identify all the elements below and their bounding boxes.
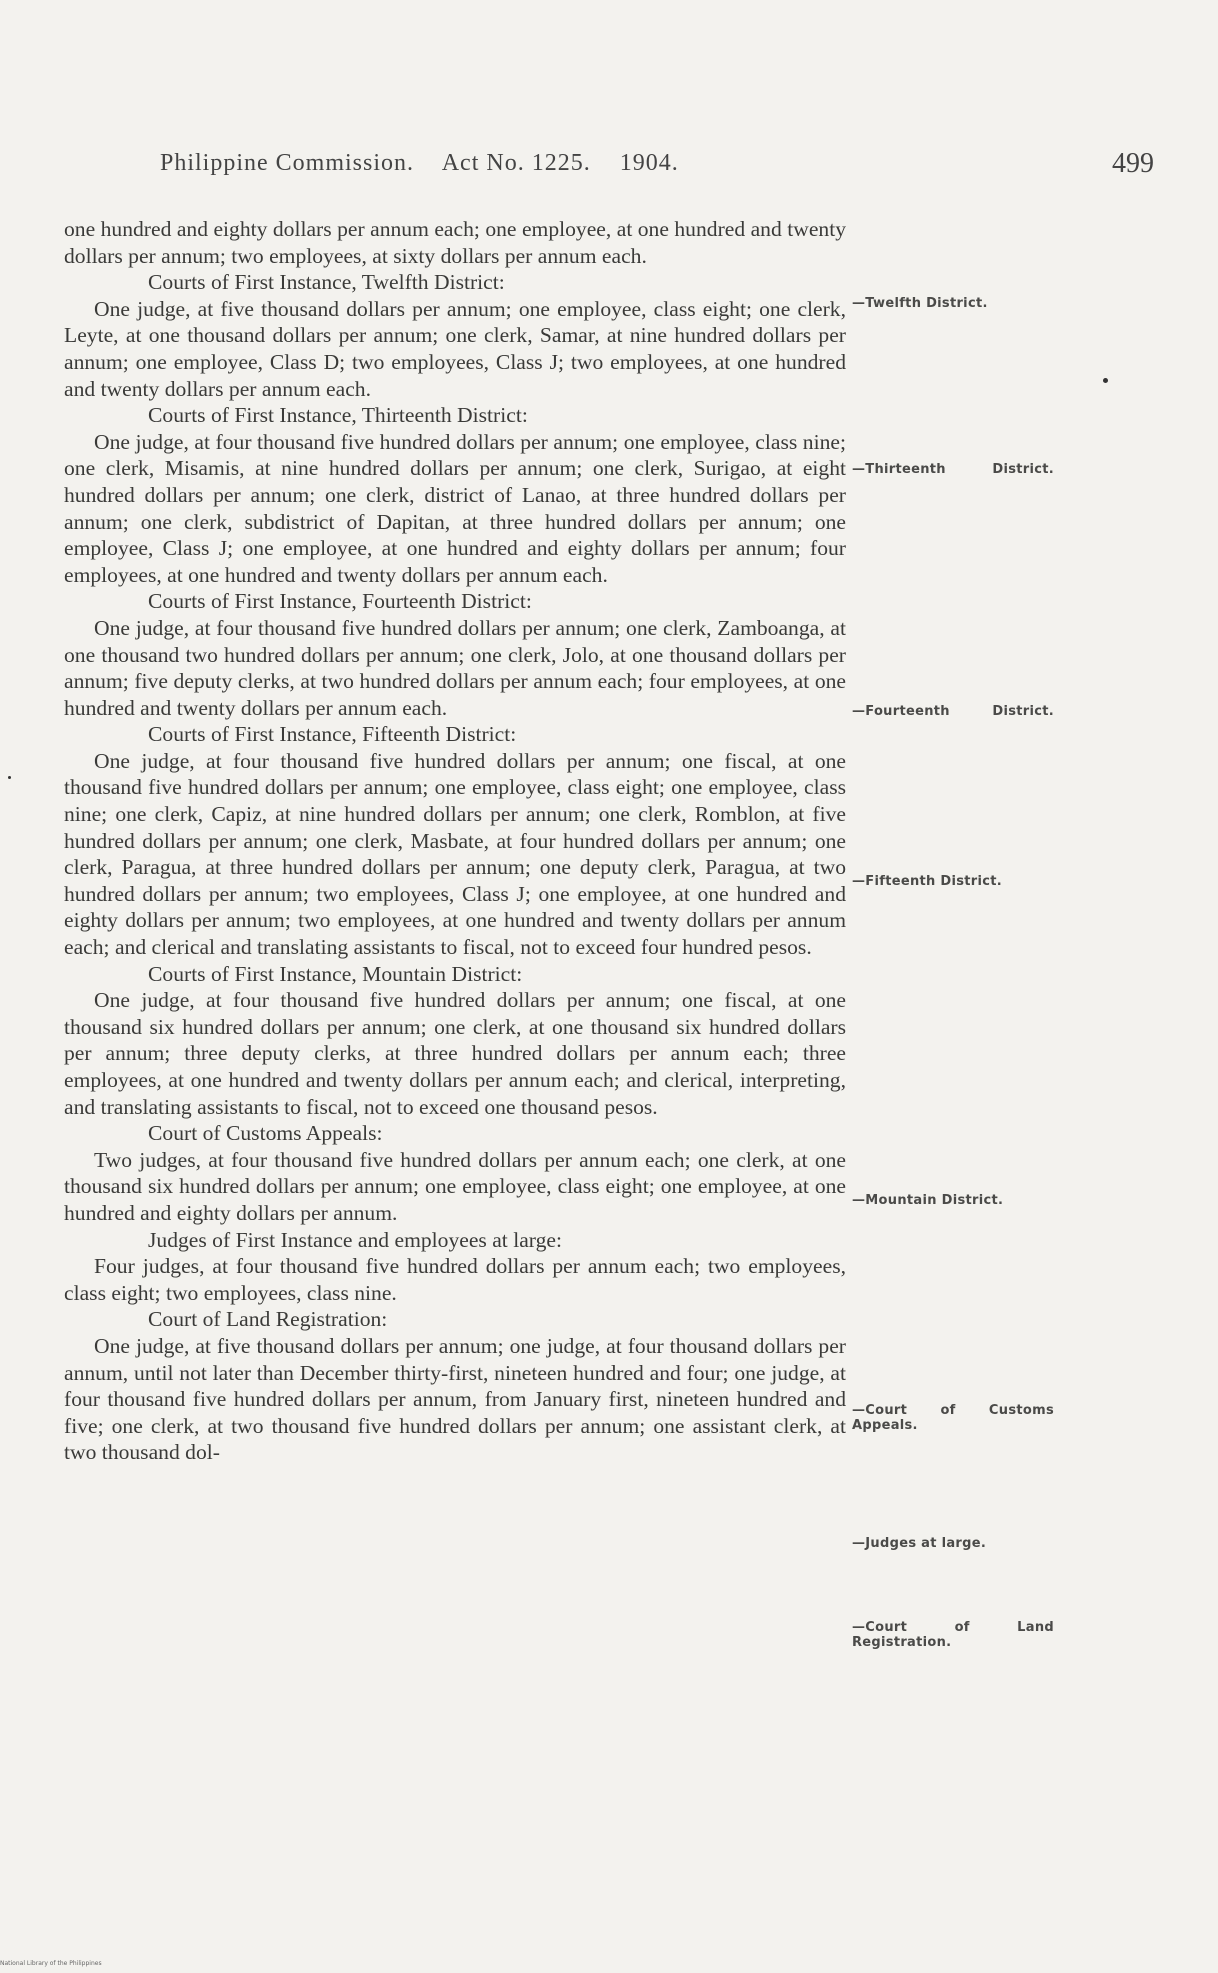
section-heading-land-registration: Court of Land Registration: <box>148 1307 388 1332</box>
section-heading-fifteenth: Courts of First Instance, Fifteenth District: <box>148 722 517 747</box>
section-heading-mountain: Courts of First Instance, Mountain District: <box>148 961 523 986</box>
scan-speck <box>1103 378 1108 383</box>
body-text <box>64 216 846 1466</box>
section-heading-judges-at-large: Judges of First Instance and employees at large: <box>148 1227 562 1252</box>
margin-note-thirteenth: —Thirteenth District. <box>852 462 1054 477</box>
paragraph-fifteenth: One judge, at four thousand five hundred dollars per annum; one fiscal, at one thousand five hundred dollars per annum; one employee, class eight; one employee, class nine; one clerk, Capiz, at nine hundred dollars per annum; one clerk, Romblon, at five hundred dollars per annum; one clerk, Masbate, at four hundred dollars per annum; one clerk, Paragua, at three hundred dollars per annum; one deputy clerk, Paragua, at two hundred dollars per annum; two employees, Class J; one employee, at one hundred and eighty dollars per annum; two employees, at one hundred and twenty dollars per annum each; and clerical and translating assistants to fiscal, not to exceed four hundred pesos. <box>64 748 846 960</box>
margin-note-twelfth: —Twelfth District. <box>852 296 988 311</box>
margin-note-mountain: —Mountain District. <box>852 1193 1004 1208</box>
scan-speck <box>8 776 11 779</box>
section-heading-customs-appeals: Court of Customs Appeals: <box>148 1121 383 1146</box>
header-act: Act No. 1225. <box>441 150 591 176</box>
paragraph-mountain: One judge, at four thousand five hundred dollars per annum; one fiscal, at one thousand six hundred dollars per annum; one clerk, at one thousand six hundred dollars per annum; three deputy clerks, at three hundred dollars per annum each; three employees, at one hundred and twenty dollars per annum each; and clerical, interpreting, and translating assistants to fiscal, not to exceed one thousand pesos. <box>64 988 846 1119</box>
digitization-footer: National Library of the Philippines <box>0 1960 102 1967</box>
paragraph-twelfth: One judge, at five thousand dollars per annum; one employee, class eight; one clerk, Leyte, at one thousand dollars per annum; one clerk, Samar, at nine hundred dollars per annum; one employee, Class D; two employees, Class J; two employees, at one hundred and twenty dollars per annum each. <box>64 296 846 401</box>
paragraph-land-registration: One judge, at five thousand dollars per annum; one judge, at four thousand dollars per annum, until not later than December thirty-first, nineteen hundred and four; one judge, at four thousand five hundred dollars per annum, from January first, nineteen hundred and five; one clerk, at two thousand five hundred dollars per annum; one assistant clerk, at two thousand dol- <box>64 1333 846 1465</box>
running-head <box>160 150 780 177</box>
section-heading-fourteenth: Courts of First Instance, Fourteenth District: <box>148 589 532 614</box>
section-heading-thirteenth: Courts of First Instance, Thirteenth District: <box>148 403 528 428</box>
paragraph-judges-at-large: Four judges, at four thousand five hundred dollars per annum each; two employees, class eight; two employees, class nine. <box>64 1254 846 1305</box>
paragraph-customs-appeals: Two judges, at four thousand five hundred dollars per annum each; one clerk, at one thousand six hundred dollars per annum; one employee, class eight; one employee, at one hundred and eighty dollars per annum. <box>64 1147 846 1225</box>
margin-note-fourteenth: —Fourteenth District. <box>852 704 1054 719</box>
paragraph-fourteenth: One judge, at four thousand five hundred dollars per annum; one clerk, Zamboanga, at one thousand two hundred dollars per annum; one clerk, Jolo, at one thousand dollars per annum; five deputy clerks, at two hundred dollars per annum each; four employees, at one hundred and twenty dollars per annum each. <box>64 615 846 720</box>
section-heading-twelfth: Courts of First Instance, Twelfth District: <box>148 270 505 295</box>
header-title: Philippine Commission. <box>160 150 415 176</box>
margin-note-fifteenth: —Fifteenth District. <box>852 874 1003 889</box>
paragraph-thirteenth: One judge, at four thousand five hundred dollars per annum; one employee, class nine; one clerk, Misamis, at nine hundred dollars per annum; one clerk, Surigao, at eight hundred dollars per annum; one clerk, district of Lanao, at three hundred dollars per annum; one clerk, subdistrict of Dapitan, at three hundred dollars per annum; one employee, Class J; one employee, at one hundred and eighty dollars per annum; four employees, at one hundred and twenty dollars per annum each. <box>64 429 846 587</box>
margin-note-judges-at-large: —Judges at large. <box>852 1536 987 1551</box>
paragraph-continuation: one hundred and eighty dollars per annum each; one employee, at one hundred and twenty dollars per annum; two employees, at sixty dollars per annum each. <box>64 217 846 268</box>
header-year: 1904. <box>619 150 679 176</box>
margin-note-customs-appeals: —Court of Customs Appeals. <box>852 1403 1054 1433</box>
margin-note-land-registration: —Court of Land Registration. <box>852 1620 1054 1650</box>
page-number: 499 <box>1112 148 1154 179</box>
